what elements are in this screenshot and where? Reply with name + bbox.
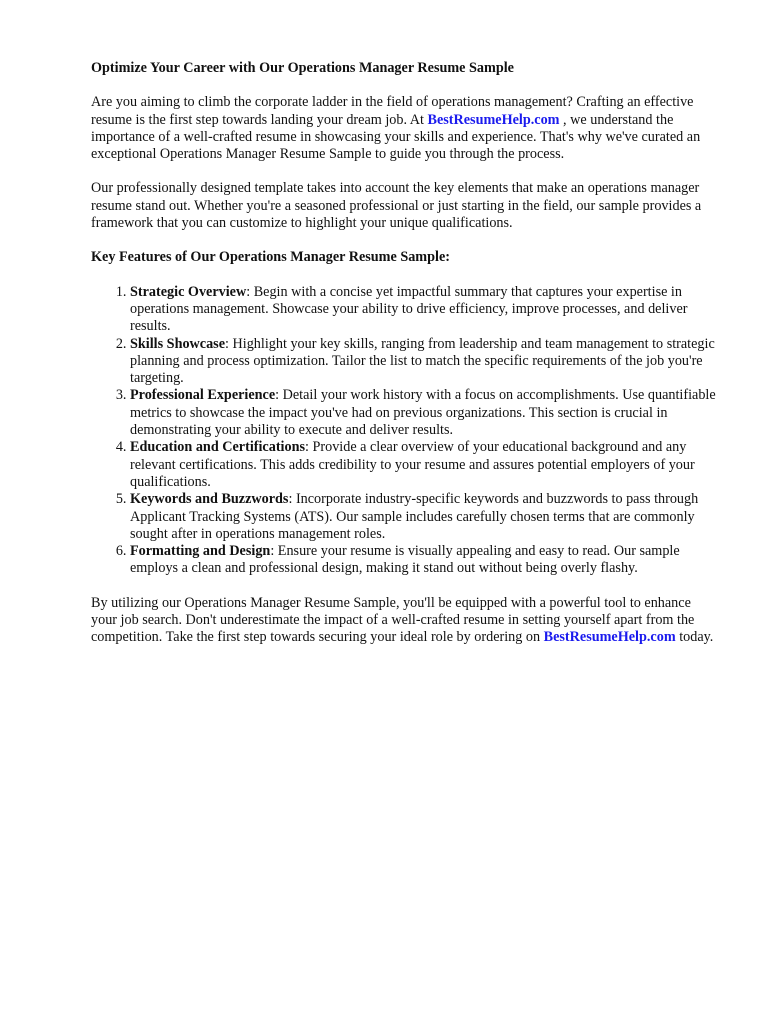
document-title: Optimize Your Career with Our Operations Manager Resume Sample <box>91 60 514 76</box>
closing-text-before-link: By utilizing our Operations Manager Resume Sample, you'll be equipped with a powerful tool to enhance your job search. Don't underestimate the impact of a well-crafted resume in setting yourself apart from the competition. Take the first step towards securing your ideal role by ordering on <box>91 594 695 646</box>
bestresumehelp-link[interactable]: BestResumeHelp.com <box>427 111 560 128</box>
document-page <box>91 60 719 664</box>
feature-item <box>130 543 719 578</box>
intro-paragraph <box>91 94 719 163</box>
feature-text: : Ensure your resume is visually appealing and easy to read. Our sample employs a clean and professional design, making it stand out without being overly flashy. <box>130 543 680 577</box>
feature-text: : Incorporate industry-specific keywords and buzzwords to pass through Applicant Tracking Systems (ATS). Our sample includes carefully chosen terms that are commonly sought after in operations management roles. <box>130 491 699 542</box>
feature-text: : Begin with a concise yet impactful summary that captures your expertise in operations management. Showcase your ability to drive efficiency, improve processes, and deliver results. <box>130 283 688 335</box>
feature-name: Formatting and Design <box>130 543 271 560</box>
intro-text-after-link: , we understand the importance of a well-crafted resume in showcasing your skills and experience. That's why we've curated an exceptional Operations Manager Resume Sample to guide you through the process. <box>91 111 701 163</box>
bestresumehelp-link-closing[interactable]: BestResumeHelp.com <box>543 629 676 646</box>
feature-text: : Provide a clear overview of your educational background and any relevant certifications. This adds credibility to your resume and assures potential employers of your qualifications. <box>130 439 695 490</box>
feature-item <box>130 336 719 388</box>
feature-item <box>130 491 719 543</box>
feature-name: Keywords and Buzzwords <box>130 491 289 508</box>
feature-name: Professional Experience <box>130 387 276 404</box>
features-heading: Key Features of Our Operations Manager Resume Sample: <box>91 249 450 266</box>
template-paragraph: Our professionally designed template takes into account the key elements that make an operations manager resume stand out. Whether you're a seasoned professional or just starting in the field, our sample provides a framework that you can customize to highlight your unique qualifications. <box>91 180 702 232</box>
feature-text: : Detail your work history with a focus on accomplishments. Use quantifiable metrics to showcase the impact you've had on previous organizations. This section is crucial in demonstrating your ability to execute and deliver results. <box>130 387 716 439</box>
feature-text: : Highlight your key skills, ranging from leadership and team management to strategic planning and process optimization. Tailor the list to match the specific requirements of the job you're targeting. <box>130 335 715 387</box>
closing-paragraph <box>91 595 719 647</box>
features-list <box>91 284 719 578</box>
feature-item <box>130 387 719 439</box>
feature-item <box>130 284 719 336</box>
intro-text-before-link: Are you aiming to climb the corporate ladder in the field of operations management? Crafting an effective resume is the first step towards landing your dream job. At <box>91 94 694 128</box>
feature-name: Education and Certifications <box>130 439 305 456</box>
feature-name: Skills Showcase <box>130 335 226 352</box>
feature-item <box>130 439 719 491</box>
feature-name: Strategic Overview <box>130 283 247 300</box>
closing-text-after-link: today. <box>675 629 714 646</box>
